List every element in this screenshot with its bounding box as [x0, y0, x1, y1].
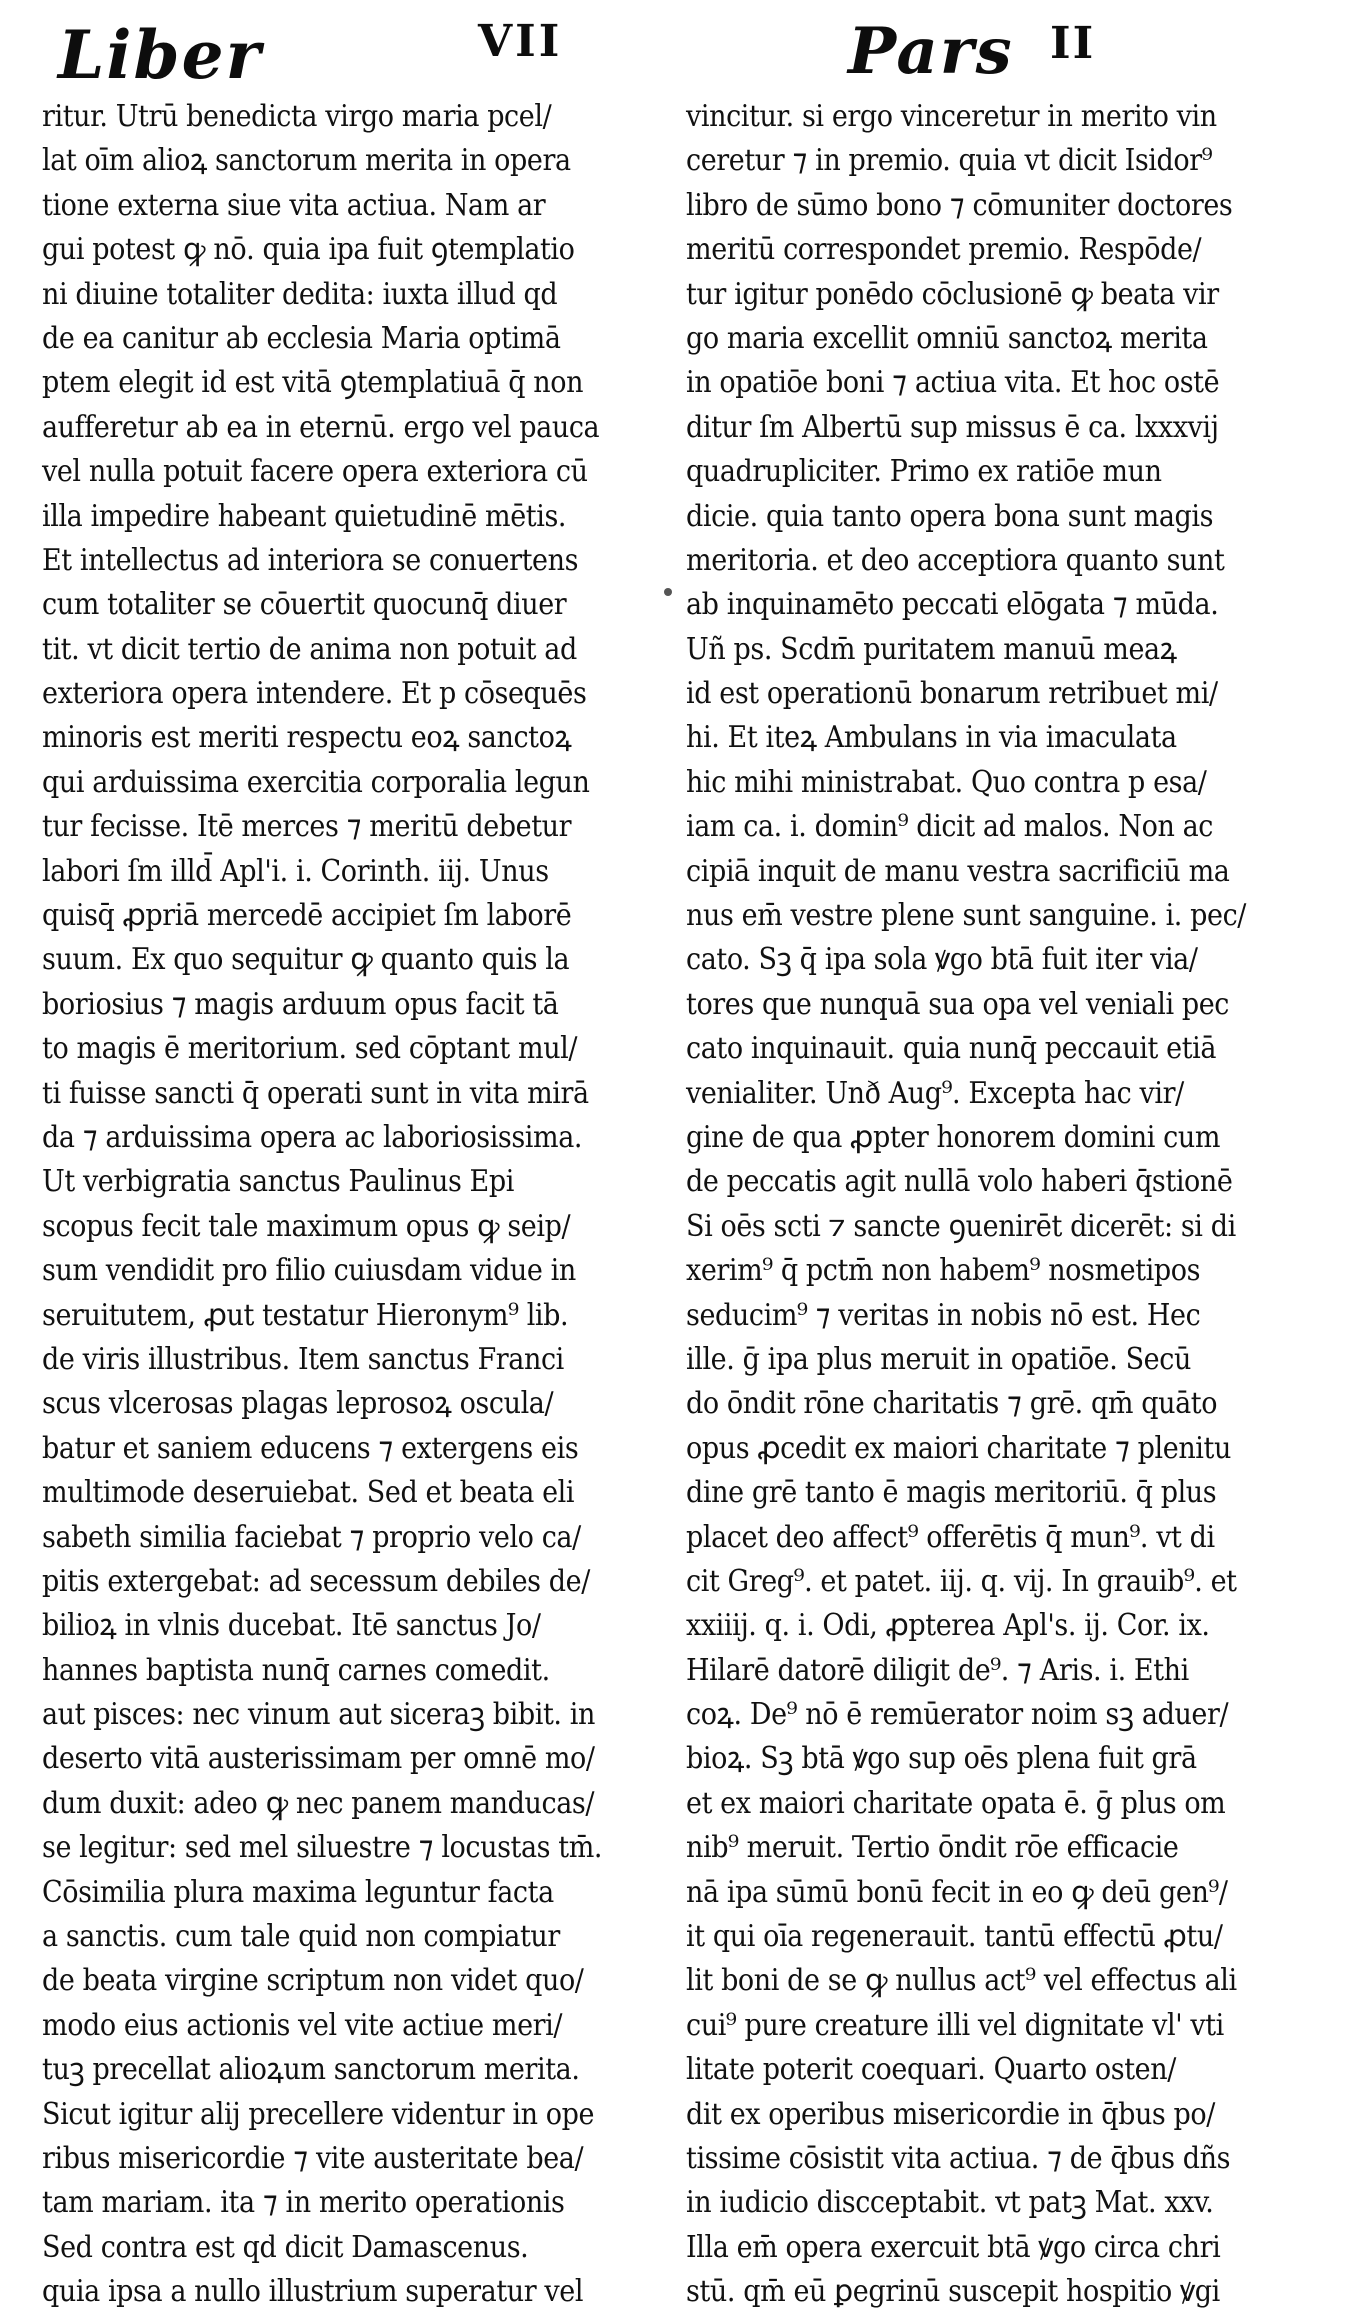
text-line: xxiiij. q. i. Odi, ꝓpterea Apl's. ij. Cor. ix.	[686, 1608, 1210, 1644]
text-line: lat oīm alioꝝ sanctorum merita in opera	[42, 143, 571, 179]
text-line: ritur. Utrū benedicta virgo maria pcel/	[42, 99, 552, 134]
text-line: et ex maiori charitate opata ē. ḡ plus om	[686, 1785, 1226, 1821]
text-line: tores que nunquā sua opa vel veniali pec	[686, 986, 1229, 1022]
text-line: seruitutem, ꝓut testatur Hieronym⁹ lib.	[42, 1297, 569, 1333]
text-line: cato inquinauit. quia nunq̄ peccauit etiā	[686, 1031, 1217, 1067]
text-line: modo eius actionis vel vite actiue meri/	[42, 2007, 563, 2043]
text-line: stū. qm̄ eū ꝑegrinū suscepit hospitio ꝟgi	[686, 2274, 1220, 2310]
text-line: batur et saniem educens ⁊ extergens eis	[42, 1430, 579, 1466]
text-line: de peccatis agit nullā volo haberi q̄stionē	[686, 1164, 1233, 1200]
text-line: lit boni de se ꝙ nullus act⁹ vel effectus ali	[686, 1963, 1237, 1999]
text-line: dit ex operibus misericordie in q̄bus po/	[686, 2096, 1215, 2132]
text-line: ille. ḡ ipa plus meruit in opatiōe. Secū	[686, 1341, 1191, 1377]
text-line: nā ipa sūmū bonū fecit in eo ꝙ deū gen⁹/	[686, 1874, 1228, 1910]
text-line: deserto vitā austerissimam per omnē mo/	[42, 1741, 595, 1777]
text-line: meritū correspondet premio. Respōde/	[686, 232, 1202, 268]
part-number: II	[1050, 18, 1096, 69]
text-line: go maria excellit omniū sanctoꝝ merita	[686, 320, 1208, 356]
text-line: tit. vt dicit tertio de anima non potuit ad	[42, 631, 577, 667]
text-line: in opatiōe boni ⁊ actiua vita. Et hoc ostē	[686, 365, 1220, 401]
text-line: a sanctis. cum tale quid non compiatur	[42, 1919, 560, 1955]
text-line: minoris est meriti respectu eoꝝ sanctoꝝ	[42, 720, 572, 756]
text-line: Illa em̄ opera exercuit btā ꝟgo circa chri	[686, 2229, 1221, 2265]
text-line: multimode deseruiebat. Sed et beata eli	[42, 1475, 575, 1511]
text-line: it qui oīa regenerauit. tantū effectū ꝓtu/	[686, 1919, 1223, 1955]
text-line: tam mariam. ita ⁊ in merito operationis	[42, 2185, 565, 2221]
text-line: bioꝝ. Sꝫ btā ꝟgo sup oēs plena fuit grā	[686, 1741, 1197, 1777]
text-line: boriosius ⁊ magis arduum opus facit tā	[42, 986, 559, 1022]
text-line: venialiter. Unð Aug⁹. Excepta hac vir/	[686, 1075, 1184, 1111]
text-line: sum vendidit pro filio cuiusdam vidue in	[42, 1253, 576, 1289]
text-line: gui potest ꝙ nō. quia ipa fuit ꝯtemplatio	[42, 232, 575, 268]
text-line: meritoria. et deo acceptiora quanto sunt	[686, 542, 1225, 578]
text-line: se legitur: sed mel siluestre ⁊ locustas tm̄.	[42, 1830, 603, 1866]
text-line: coꝝ. De⁹ nō ē remūerator noim sꝫ aduer/	[686, 1697, 1229, 1733]
text-line: cum totaliter se cōuertit quocunq̄ diuer	[42, 587, 567, 623]
text-line: Uñ ps. Scdm̄ puritatem manuū meaꝝ	[686, 631, 1177, 667]
running-head-pars: Pars	[848, 14, 1014, 89]
text-line: Sicut igitur alij precellere videntur in ope	[42, 2096, 595, 2132]
text-line: do ōndit rōne charitatis ⁊ grē. qm̄ quāto	[686, 1386, 1218, 1422]
text-line: ceretur ⁊ in premio. quia vt dicit Isidor⁹	[686, 143, 1213, 179]
text-line: tissime cōsistit vita actiua. ⁊ de q̄bus dñs	[686, 2140, 1231, 2176]
text-line: opus ꝓcedit ex maiori charitate ⁊ plenitu	[686, 1430, 1231, 1466]
text-line: suum. Ex quo sequitur ꝙ quanto quis la	[42, 942, 570, 978]
text-line: illa impedire habeant quietudinē mētis.	[42, 498, 567, 534]
text-line: exteriora opera intendere. Et p cōsequēs	[42, 676, 587, 712]
text-line: scus vlcerosas plagas leprosoꝝ oscula/	[42, 1386, 554, 1422]
text-line: dine grē tanto ē magis meritoriū. q̄ plus	[686, 1475, 1217, 1511]
text-line: gine de qua ꝓpter honorem domini cum	[686, 1119, 1221, 1155]
text-line: Et intellectus ad interiora se conuertens	[42, 542, 579, 578]
text-line: to magis ē meritorium. sed cōptant mul/	[42, 1031, 578, 1067]
text-line: quisq̄ ꝓpriā mercedē accipiet ſm laborē	[42, 898, 572, 934]
text-line: cato. Sꝫ q̄ ipa sola ꝟgo btā fuit iter via/	[686, 942, 1198, 978]
text-line: scopus fecit tale maximum opus ꝙ seip/	[42, 1208, 571, 1244]
text-line: Cōsimilia plura maxima leguntur facta	[42, 1874, 554, 1910]
text-line: tuꝫ precellat alioꝝum sanctorum merita.	[42, 2052, 580, 2088]
text-line: ab inquinamēto peccati elōgata ⁊ mūda.	[686, 587, 1219, 623]
text-line: ditur ſm Albertū sup missus ē ca. lxxxvij	[686, 409, 1219, 445]
text-line: nus em̄ vestre plene sunt sanguine. i. pec/	[686, 898, 1246, 934]
text-line: bilioꝝ in vlnis ducebat. Itē sanctus Jo/	[42, 1608, 541, 1644]
text-line: cit Greg⁹. et patet. iij. q. vij. In grauib⁹. et	[686, 1563, 1237, 1599]
text-line: Hilarē datorē diligit de⁹. ⁊ Aris. i. Ethi	[686, 1652, 1189, 1688]
text-line: placet deo affect⁹ offerētis q̄ mun⁹. vt di	[686, 1519, 1215, 1555]
text-line: iam ca. i. domin⁹ dicit ad malos. Non ac	[686, 809, 1214, 845]
text-line: seducim⁹ ⁊ veritas in nobis nō est. Hec	[686, 1297, 1201, 1333]
text-line: tur fecisse. Itē merces ⁊ meritū debetur	[42, 809, 572, 845]
left-text-column	[42, 95, 672, 2315]
page-header	[0, 0, 1355, 95]
text-line: qui arduissima exercitia corporalia legun	[42, 764, 590, 800]
text-line: nib⁹ meruit. Tertio ōndit rōe efficacie	[686, 1830, 1179, 1866]
text-line: pitis extergebat: ad secessum debiles de/	[42, 1563, 590, 1599]
text-line: de viris illustribus. Item sanctus Franci	[42, 1341, 564, 1377]
text-line: litate poterit coequari. Quarto osten/	[686, 2052, 1176, 2088]
text-line: cipiā inquit de manu vestra sacrificiū ma	[686, 853, 1230, 889]
text-line: sabeth similia faciebat ⁊ proprio velo ca/	[42, 1519, 581, 1555]
text-line: vel nulla potuit facere opera exteriora cū	[42, 454, 588, 490]
text-line: quadrupliciter. Primo ex ratiōe mun	[686, 454, 1162, 490]
text-line: id est operationū bonarum retribuet mi/	[686, 676, 1218, 712]
text-line: vincitur. si ergo vinceretur in merito vin	[686, 99, 1217, 134]
right-text-column	[686, 95, 1316, 2315]
text-line: quia ipsa a nullo illustrium superatur vel	[42, 2274, 584, 2310]
text-line: hannes baptista nunq̄ carnes comedit.	[42, 1652, 550, 1688]
text-line: Si oēs scti ⁊ sancte ꝯuenirēt dicerēt: si di	[686, 1208, 1236, 1244]
text-line: xerim⁹ q̄ pctm̄ non habem⁹ nosmetipos	[686, 1253, 1201, 1289]
text-line: in iudicio discceptabit. vt patꝫ Mat. xxv.	[686, 2185, 1214, 2221]
text-line: tur igitur ponēdo cōclusionē ꝙ beata vir	[686, 276, 1219, 312]
text-line: hic mihi ministrabat. Quo contra p esa/	[686, 764, 1207, 800]
text-line: dicie. quia tanto opera bona sunt magis	[686, 498, 1214, 534]
text-line: ptem elegit id est vitā ꝯtemplatiuā q̄ non	[42, 365, 584, 401]
text-line: ribus misericordie ⁊ vite austeritate bea/	[42, 2140, 584, 2176]
text-line: dum duxit: adeo ꝙ nec panem manducas/	[42, 1785, 595, 1821]
text-line: labori ſm illd̄ Apl'i. i. Corinth. iij. Unus	[42, 853, 549, 889]
ink-speck	[664, 588, 672, 596]
text-line: libro de sūmo bono ⁊ cōmuniter doctores	[686, 187, 1233, 223]
text-line: aut pisces: nec vinum aut siceraꝫ bibit. in	[42, 1697, 595, 1733]
text-line: cui⁹ pure creature illi vel dignitate vl' vti	[686, 2007, 1224, 2043]
text-line: de ea canitur ab ecclesia Maria optimā	[42, 320, 561, 356]
text-line: ni diuine totaliter dedita: iuxta illud qd	[42, 276, 558, 312]
text-line: tione externa siue vita actiua. Nam ar	[42, 187, 546, 223]
text-line: da ⁊ arduissima opera ac laboriosissima.	[42, 1119, 583, 1155]
book-number: VII	[478, 16, 563, 67]
running-head-liber: Liber	[58, 16, 263, 94]
text-line: Ut verbigratia sanctus Paulinus Epi	[42, 1164, 514, 1200]
text-line: aufferetur ab ea in eternū. ergo vel pauca	[42, 409, 600, 445]
text-line: Sed contra est qd dicit Damascenus.	[42, 2229, 529, 2265]
text-line: ti fuisse sancti q̄ operati sunt in vita mirā	[42, 1075, 589, 1111]
text-line: hi. Et iteꝝ Ambulans in via imaculata	[686, 720, 1177, 756]
text-line: de beata virgine scriptum non videt quo/	[42, 1963, 584, 1999]
